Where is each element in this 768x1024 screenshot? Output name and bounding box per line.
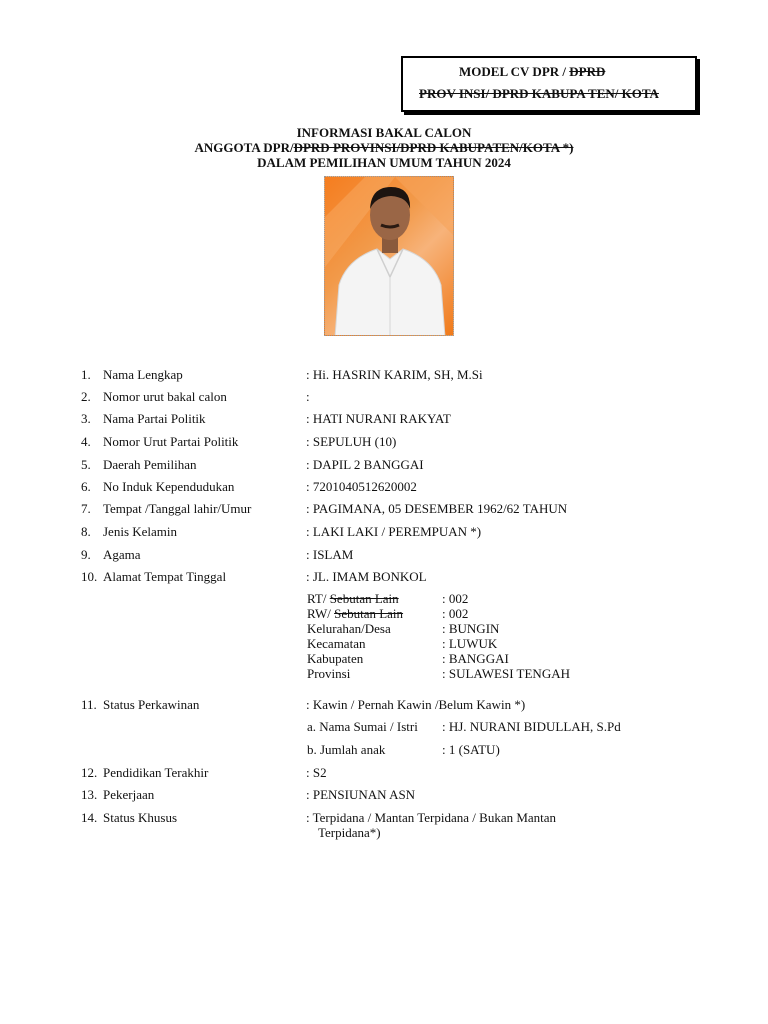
item-label-nik: No Induk Kependudukan [103,479,235,494]
item-number: 6. [81,479,91,494]
model-cv-line1: MODEL CV DPR / DPRD [459,64,606,79]
children-label: b. Jumlah anak [307,742,386,757]
spouse-label: a. Nama Sumai / Istri [307,719,418,734]
address-value-provinsi: : SULAWESI TENGAH [442,666,570,681]
item-label-pekerjaan: Pekerjaan [103,787,155,802]
item-number: 4. [81,434,91,449]
item-label-agama: Agama [103,547,141,562]
item-value-status-perkawinan: : Kawin / Pernah Kawin /Belum Kawin *) [306,697,526,712]
address-label-rw: RW/ Sebutan Lain [307,606,404,621]
item-label-dapil: Daerah Pemilihan [103,457,197,472]
item-value-status-khusus-cont: Terpidana*) [318,825,381,840]
address-label-provinsi: Provinsi [307,666,351,681]
doc-title-line2: ANGGOTA DPR/DPRD PROVINSI/DPRD KABUPATEN/KOTA *) [194,140,574,155]
item-value-alamat: : JL. IMAM BONKOL [306,569,427,584]
address-value-kecamatan: : LUWUK [442,636,498,651]
address-value-kabupaten: : BANGGAI [442,651,509,666]
candidate-photo [324,176,454,336]
item-number: 13. [81,787,98,802]
item-value-dapil: : DAPIL 2 BANGGAI [306,457,424,472]
address-label-kecamatan: Kecamatan [307,636,366,651]
item-number: 2. [81,389,91,404]
item-value-nomor-urut: : [306,389,310,404]
item-number: 11. [81,697,97,712]
item-number: 8. [81,524,91,539]
item-value-pekerjaan: : PENSIUNAN ASN [306,787,416,802]
address-value-kelurahan: : BUNGIN [442,621,500,636]
item-value-nik: : 7201040512620002 [306,479,417,494]
item-label-nomor-partai: Nomor Urut Partai Politik [103,434,239,449]
item-value-nomor-partai: : SEPULUH (10) [306,434,397,449]
item-label-status-perkawinan: Status Perkawinan [103,697,200,712]
item-value-jenis-kelamin: : LAKI LAKI / PEREMPUAN *) [306,524,482,539]
model-cv-line2: PROV INSI/ DPRD KABUPA TEN/ KOTA [419,86,659,101]
item-value-partai: : HATI NURANI RAKYAT [306,411,451,426]
item-value-nama-lengkap: : Hi. HASRIN KARIM, SH, M.Si [306,367,483,382]
item-value-status-khusus: : Terpidana / Mantan Terpidana / Bukan Mantan [306,810,557,825]
doc-title-line3: DALAM PEMILIHAN UMUM TAHUN 2024 [257,155,511,170]
address-label-kabupaten: Kabupaten [307,651,364,666]
item-value-agama: : ISLAM [306,547,354,562]
spouse-value: : HJ. NURANI BIDULLAH, S.Pd [442,719,621,734]
model-cv-box [401,56,697,112]
item-label-pendidikan: Pendidikan Terakhir [103,765,209,780]
item-number: 12. [81,765,98,780]
item-label-nama-lengkap: Nama Lengkap [103,367,183,382]
item-number: 1. [81,367,91,382]
item-label-partai: Nama Partai Politik [103,411,206,426]
item-number: 14. [81,810,98,825]
doc-title-line1: INFORMASI BAKAL CALON [296,125,472,140]
item-label-jenis-kelamin: Jenis Kelamin [103,524,178,539]
address-label-kelurahan: Kelurahan/Desa [307,621,391,636]
address-value-rt: : 002 [442,591,469,606]
children-value: : 1 (SATU) [442,742,500,757]
item-number: 3. [81,411,91,426]
item-label-alamat: Alamat Tempat Tinggal [103,569,227,584]
candidate-portrait [325,177,454,336]
item-label-nomor-urut: Nomor urut bakal calon [103,389,227,404]
item-label-ttl: Tempat /Tanggal lahir/Umur [103,501,252,516]
item-number: 7. [81,501,91,516]
item-value-pendidikan: : S2 [306,765,327,780]
address-label-rt: RT/ Sebutan Lain [307,591,399,606]
address-value-rw: : 002 [442,606,469,621]
item-number: 9. [81,547,91,562]
item-number: 10. [81,569,98,584]
item-number: 5. [81,457,91,472]
item-value-ttl: : PAGIMANA, 05 DESEMBER 1962/62 TAHUN [306,501,568,516]
item-label-status-khusus: Status Khusus [103,810,178,825]
